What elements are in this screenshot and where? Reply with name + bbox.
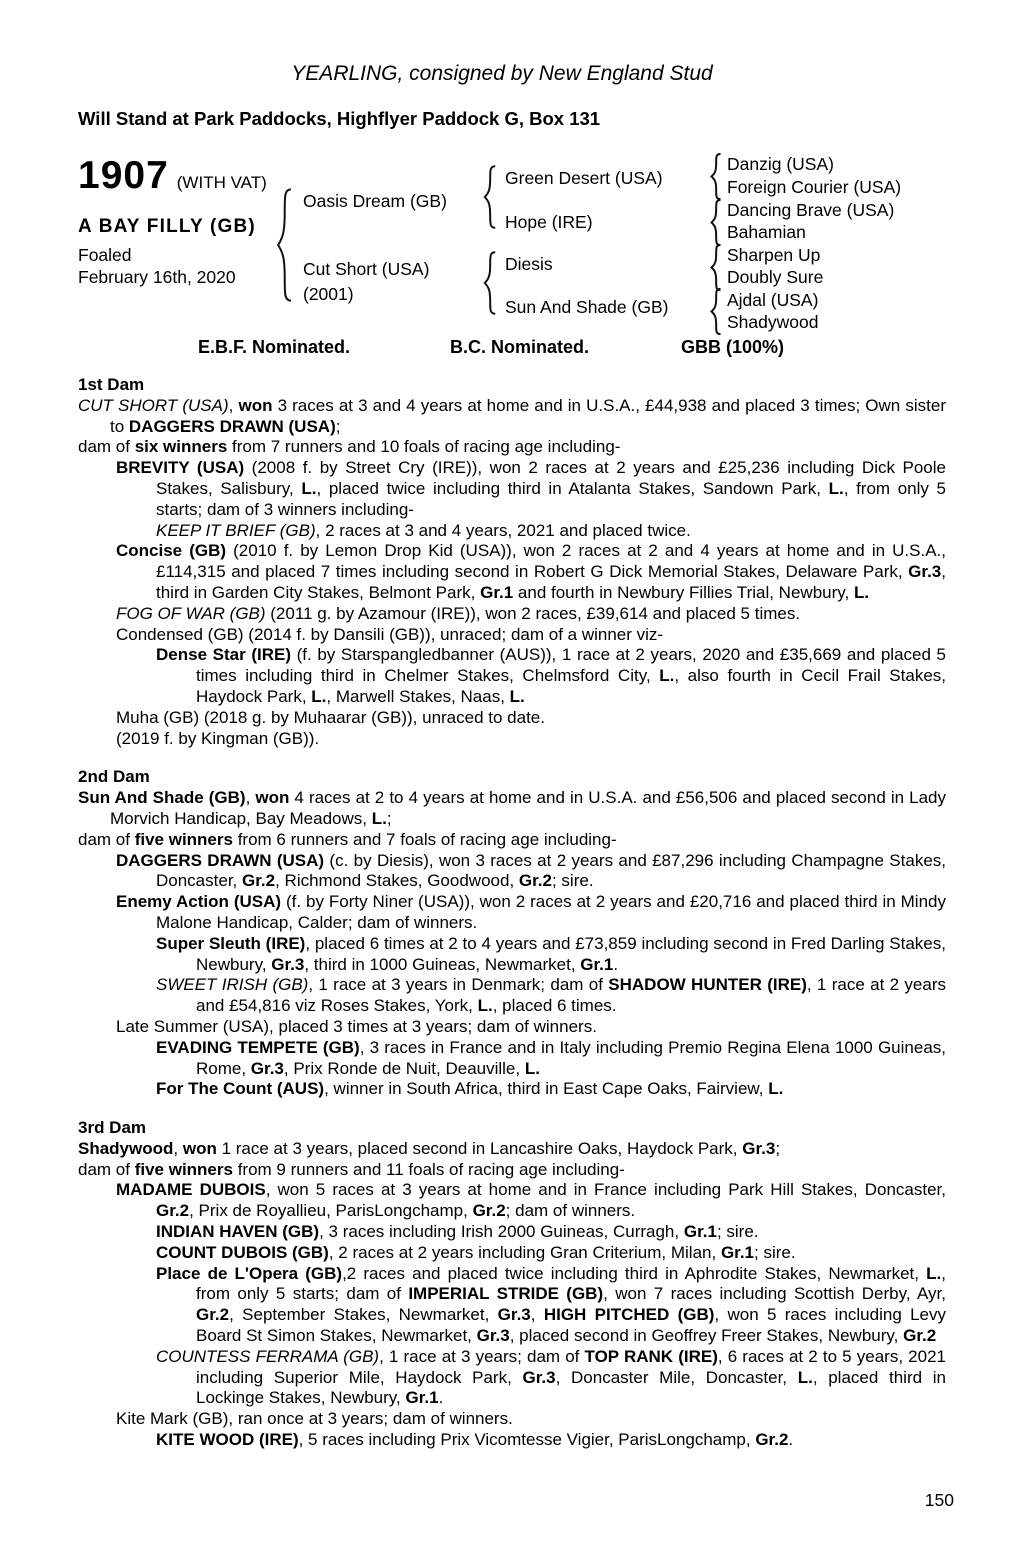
text-segment: , placed second in Geoffrey Freer Stakes, Newbury, <box>509 1326 904 1346</box>
pedigree-ancestor: Ajdal (USA) <box>727 290 819 310</box>
text-segment: , 5 races including Prix Vicomtesse Vigier, ParisLongchamp, <box>298 1430 756 1450</box>
pedigree-paragraph <box>78 1409 946 1430</box>
text-segment: 3 races at 3 and 4 years at home and in U.S.A., £44,938 and placed 3 times; Own sister to <box>110 395 946 436</box>
text-segment: Condensed (GB) (2014 f. by Dansili (GB)), unraced; dam of a winner viz- <box>116 624 664 644</box>
text-segment: , 2 races at 3 and 4 years, 2021 and placed twice. <box>315 520 691 540</box>
text-segment: L. <box>311 686 327 706</box>
pedigree-paragraph <box>78 1264 946 1347</box>
pedigree-paragraph <box>78 396 946 438</box>
text-segment: Gr.3 <box>476 1326 510 1346</box>
lot-number: 1907 <box>78 154 169 197</box>
text-segment: , 1 race at 2 years and £54,816 viz Roses Stakes, York, <box>196 975 946 1016</box>
pedigree-brace-gen1 <box>276 187 293 303</box>
pedigree-grandsire-2: Diesis <box>505 254 553 274</box>
text-segment: from 6 runners and 7 foals of racing age including- <box>232 829 617 849</box>
dam-heading: 3rd Dam <box>78 1118 147 1138</box>
dam-heading: 2nd Dam <box>78 767 150 787</box>
pedigree-dam: Cut Short (USA) <box>303 259 430 279</box>
text-segment: Shadywood <box>78 1138 174 1158</box>
text-segment: L. <box>477 996 493 1016</box>
text-segment: TOP RANK (IRE) <box>584 1346 718 1366</box>
text-segment: (2019 f. by Kingman (GB)). <box>116 728 320 748</box>
dam-sections <box>78 375 946 1451</box>
nominations-line <box>0 337 1024 361</box>
text-segment: ; <box>335 416 341 436</box>
text-segment: HIGH PITCHED (GB) <box>543 1305 715 1325</box>
dam-section <box>78 1118 946 1451</box>
pedigree-granddam-1: Hope (IRE) <box>505 212 593 232</box>
text-segment: , Marwell Stakes, Naas, <box>326 686 510 706</box>
pedigree-paragraph <box>78 1160 946 1181</box>
text-segment: , Doncaster Mile, Doncaster, <box>555 1367 798 1387</box>
text-segment: from 9 runners and 11 foals of racing age including- <box>232 1159 625 1179</box>
text-segment: Muha (GB) (2018 g. by Muhaarar (GB)), unraced to date. <box>116 707 545 727</box>
ebf-nomination: E.B.F. Nominated. <box>198 337 351 357</box>
text-segment: Gr.1 <box>720 1242 755 1262</box>
text-segment: KEEP IT BRIEF (GB) <box>156 520 316 540</box>
text-segment: L. <box>828 478 844 498</box>
pedigree-paragraph <box>78 708 946 729</box>
pedigree-ancestor: Dancing Brave (USA) <box>727 200 895 220</box>
text-segment: COUNT DUBOIS (GB) <box>156 1242 329 1262</box>
pedigree-paragraph <box>78 458 946 520</box>
pedigree-paragraph <box>78 851 946 893</box>
text-segment: FOG OF WAR (GB) <box>116 603 266 623</box>
pedigree-paragraph <box>78 1038 946 1080</box>
text-segment: five winners <box>134 829 233 849</box>
pedigree-paragraph <box>78 1430 946 1451</box>
text-segment: (f. by Starspangledbanner (AUS)), 1 race at 2 years, 2020 and £35,669 and placed 5 times including third in Chelmer Stakes, Chelmsford City, <box>196 645 946 686</box>
text-segment: L. <box>659 666 675 686</box>
text-segment: Place de L'Opera (GB) <box>156 1263 343 1283</box>
pedigree-paragraph <box>78 788 946 830</box>
text-segment: ; sire. <box>551 871 594 891</box>
text-segment: COUNTESS FERRAMA (GB) <box>156 1346 380 1366</box>
text-segment: Gr.3 <box>271 954 305 974</box>
consignor-title: YEARLING, consigned by New England Stud <box>291 62 713 85</box>
pedigree-brace-dam <box>483 251 497 315</box>
text-segment: , <box>530 1305 544 1325</box>
text-segment: Gr.2 <box>196 1305 230 1325</box>
text-segment: Concise (GB) <box>116 541 227 561</box>
text-segment: (2011 g. by Azamour (IRE)), won 2 races, £39,614 and placed 5 times. <box>265 603 801 623</box>
text-segment: , third in 1000 Guineas, Newmarket, <box>304 954 581 974</box>
text-segment: MADAME DUBOIS <box>116 1180 266 1200</box>
text-segment: Kite Mark (GB), ran once at 3 years; dam of winners. <box>116 1409 513 1429</box>
text-segment: Gr.2 <box>755 1430 789 1450</box>
text-segment: , Prix Ronde de Nuit, Deauville, <box>283 1058 525 1078</box>
text-segment: , <box>245 788 256 808</box>
text-segment: Enemy Action (USA) <box>116 892 282 912</box>
text-segment: , September Stakes, Newmarket, <box>229 1305 498 1325</box>
text-segment: . <box>788 1430 794 1450</box>
horse-description: A BAY FILLY (GB) <box>78 216 256 237</box>
page-number: 150 <box>924 1490 954 1510</box>
pedigree-paragraph <box>78 892 946 934</box>
text-segment: dam of <box>78 1159 135 1179</box>
pedigree-paragraph <box>78 729 946 750</box>
text-segment: ; <box>775 1138 781 1158</box>
foaled-label: Foaled <box>78 245 132 265</box>
pedigree-ancestor: Foreign Courier (USA) <box>727 177 902 197</box>
text-segment: ; sire. <box>754 1242 796 1262</box>
bc-nomination: B.C. Nominated. <box>450 337 590 357</box>
text-segment: Gr.1 <box>405 1388 439 1408</box>
text-segment: L. <box>926 1263 942 1283</box>
text-segment: L. <box>371 808 387 828</box>
text-segment: six winners <box>134 437 228 457</box>
text-segment: Gr.1 <box>480 582 514 602</box>
pedigree-chart <box>0 150 1024 340</box>
text-segment: Gr.3 <box>742 1138 776 1158</box>
text-segment: , also fourth in Cecil Frail Stakes, Haydock Park, <box>196 666 947 706</box>
pedigree-ancestor: Sharpen Up <box>727 245 821 265</box>
lot-header <box>78 154 267 198</box>
lot-vat-note: (WITH VAT) <box>176 173 267 192</box>
text-segment: , from only 5 starts; dam of <box>196 1263 946 1304</box>
pedigree-ancestor: Bahamian <box>727 222 806 242</box>
pedigree-paragraph <box>78 521 946 542</box>
text-segment: DAGGERS DRAWN (USA) <box>128 416 336 436</box>
text-segment: Gr.2 <box>156 1201 190 1221</box>
text-segment: 4 races at 2 to 4 years at home and in U.S.A. and £56,506 and placed second in Lady Morvich Handicap, Bay Meadows, <box>110 788 947 828</box>
text-segment: EVADING TEMPETE (GB) <box>156 1037 360 1057</box>
text-segment: Sun And Shade (GB) <box>78 788 246 808</box>
text-segment: (2008 f. by Street Cry (IRE)), won 2 races at 2 years and £25,236 including Dick Poole Stakes, Salisbury, <box>156 458 946 498</box>
pedigree-paragraph <box>78 1243 946 1264</box>
text-segment: KITE WOOD (IRE) <box>156 1430 299 1450</box>
text-segment: BREVITY (USA) <box>116 458 245 478</box>
pedigree-ancestor: Doubly Sure <box>727 267 824 287</box>
text-segment: , placed third in Lockinge Stakes, Newbury, <box>196 1367 946 1408</box>
text-segment: won <box>255 788 290 808</box>
text-segment: DAGGERS DRAWN (USA) <box>116 850 325 870</box>
text-segment: , placed 6 times. <box>492 996 617 1016</box>
text-segment: , placed twice including third in Atalanta Stakes, Sandown Park, <box>316 478 829 498</box>
text-segment: . <box>613 954 619 974</box>
text-segment: CUT SHORT (USA) <box>78 395 229 415</box>
pedigree-brace-g3-1 <box>710 153 722 200</box>
text-segment: from 7 runners and 10 foals of racing age including- <box>227 437 621 457</box>
text-segment: , won 7 races including Scottish Derby, Ayr, <box>603 1284 946 1304</box>
text-segment: Gr.1 <box>580 954 614 974</box>
text-segment: , 1 race at 3 years in Denmark; dam of <box>308 975 609 995</box>
pedigree-paragraph <box>78 645 946 707</box>
text-segment: , 2 races at 2 years including Gran Criterium, Milan, <box>328 1242 721 1262</box>
text-segment: dam of <box>78 437 135 457</box>
text-segment: and fourth in Newbury Fillies Trial, Newbury, <box>513 582 854 602</box>
dam-section <box>78 375 946 749</box>
pedigree-brace-sire <box>483 165 497 229</box>
pedigree-paragraph <box>78 1079 946 1100</box>
pedigree-paragraph <box>78 1139 946 1160</box>
text-segment: Gr.2 <box>242 871 276 891</box>
text-segment: Super Sleuth (IRE) <box>156 933 306 953</box>
text-segment: ; dam of winners. <box>505 1201 636 1221</box>
text-segment: won <box>238 395 273 415</box>
pedigree-ancestor: Danzig (USA) <box>727 154 834 174</box>
gbb-nomination: GBB (100%) <box>681 337 785 357</box>
text-segment: SWEET IRISH (GB) <box>156 975 309 995</box>
text-segment: Gr.1 <box>683 1222 717 1242</box>
text-segment: Late Summer (USA), placed 3 times at 3 years; dam of winners. <box>116 1016 597 1036</box>
pedigree-sire: Oasis Dream (GB) <box>303 191 447 211</box>
text-segment: Gr.2 <box>518 871 552 891</box>
text-segment: Gr.2 <box>472 1201 506 1221</box>
text-segment: L. <box>797 1367 813 1387</box>
pedigree-paragraph <box>78 1017 946 1038</box>
text-segment: L. <box>853 582 870 602</box>
pedigree-paragraph <box>78 625 946 646</box>
pedigree-dam-year: (2001) <box>303 284 354 304</box>
pedigree-granddam-2: Sun And Shade (GB) <box>505 297 669 317</box>
pedigree-paragraph <box>78 437 946 458</box>
text-segment: , Prix de Royallieu, ParisLongchamp, <box>189 1201 473 1221</box>
text-segment: , 3 races including Irish 2000 Guineas, Curragh, <box>319 1222 684 1242</box>
text-segment: ,2 races and placed twice including third in Aphrodite Stakes, Newmarket, <box>342 1263 927 1283</box>
text-segment: SHADOW HUNTER (IRE) <box>608 975 807 995</box>
text-segment: For The Count (AUS) <box>156 1079 325 1099</box>
text-segment: L. <box>524 1058 540 1078</box>
text-segment: ; <box>386 808 392 828</box>
text-segment: INDIAN HAVEN (GB) <box>156 1222 320 1242</box>
pedigree-paragraph <box>78 975 946 1017</box>
pedigree-grandsire-1: Green Desert (USA) <box>505 168 663 188</box>
pedigree-paragraph <box>78 541 946 603</box>
pedigree-paragraph <box>78 1180 946 1222</box>
text-segment: , 3 races in France and in Italy including Premio Regina Elena 1000 Guineas, Rome, <box>196 1037 946 1078</box>
text-segment: , 6 races at 2 to 5 years, 2021 including Superior Mile, Haydock Park, <box>196 1346 946 1387</box>
text-segment: , from only 5 starts; dam of 3 winners including- <box>156 478 946 519</box>
text-segment: (f. by Forty Niner (USA)), won 2 races at 2 years and £20,716 and placed third in Mindy Malone Handicap, Calder; dam of winners. <box>156 892 946 932</box>
text-segment: (c. by Diesis), won 3 races at 2 years and £87,296 including Champagne Stakes, Doncaster, <box>156 850 946 891</box>
text-segment: L. <box>509 686 525 706</box>
text-segment: ; sire. <box>716 1222 759 1242</box>
pedigree-brace-g3-4 <box>710 288 722 335</box>
text-segment: won <box>182 1138 217 1158</box>
text-segment: IMPERIAL STRIDE (GB) <box>408 1284 604 1304</box>
text-segment: L. <box>301 478 317 498</box>
pedigree-paragraph <box>78 1222 946 1243</box>
text-segment: Gr.3 <box>908 562 942 582</box>
text-segment: , won 5 races including Levy Board St Simon Stakes, Newmarket, <box>196 1305 947 1346</box>
text-segment: five winners <box>134 1159 233 1179</box>
text-segment: , winner in South Africa, third in East Cape Oaks, Fairview, <box>324 1079 769 1099</box>
text-segment: , Richmond Stakes, Goodwood, <box>275 871 519 891</box>
stand-location: Will Stand at Park Paddocks, Highflyer Paddock G, Box 131 <box>78 108 601 129</box>
text-segment: , 1 race at 3 years; dam of <box>379 1346 585 1366</box>
text-segment: , placed 6 times at 2 to 4 years and £73,859 including second in Fred Darling Stakes, Newbury, <box>196 933 946 974</box>
pedigree-ancestor: Shadywood <box>727 312 819 332</box>
text-segment: 1 race at 3 years, placed second in Lancashire Oaks, Haydock Park, <box>216 1138 743 1158</box>
text-segment: Gr.3 <box>250 1058 284 1078</box>
pedigree-paragraph <box>78 934 946 976</box>
pedigree-paragraph <box>78 604 946 625</box>
pedigree-brace-g3-2 <box>710 199 722 246</box>
dam-heading: 1st Dam <box>78 375 145 394</box>
text-segment: Gr.3 <box>497 1305 531 1325</box>
foaled-date: February 16th, 2020 <box>78 267 236 287</box>
text-segment: . <box>438 1388 444 1408</box>
text-segment: dam of <box>78 829 135 849</box>
text-segment: Gr.3 <box>522 1367 556 1387</box>
dam-section <box>78 767 946 1100</box>
pedigree-paragraph <box>78 1347 946 1409</box>
pedigree-brace-g3-3 <box>710 244 722 291</box>
text-segment: Dense Star (IRE) <box>156 645 291 665</box>
text-segment: L. <box>768 1079 784 1099</box>
text-segment: Gr.2 <box>903 1326 937 1346</box>
text-segment: , won 5 races at 3 years at home and in France including Park Hill Stakes, Doncaster, <box>265 1180 946 1200</box>
text-segment: , third in Garden City Stakes, Belmont Park, <box>156 562 946 602</box>
pedigree-paragraph <box>78 830 946 851</box>
text-segment: (2010 f. by Lemon Drop Kid (USA)), won 2 races at 2 and 4 years at home and in U.S.A., £114,315 and placed 7 times including second in Robert G Dick Memorial Stakes, Delaware Park, <box>156 541 946 582</box>
text-segment: , <box>228 395 239 415</box>
text-segment: , <box>173 1138 183 1158</box>
